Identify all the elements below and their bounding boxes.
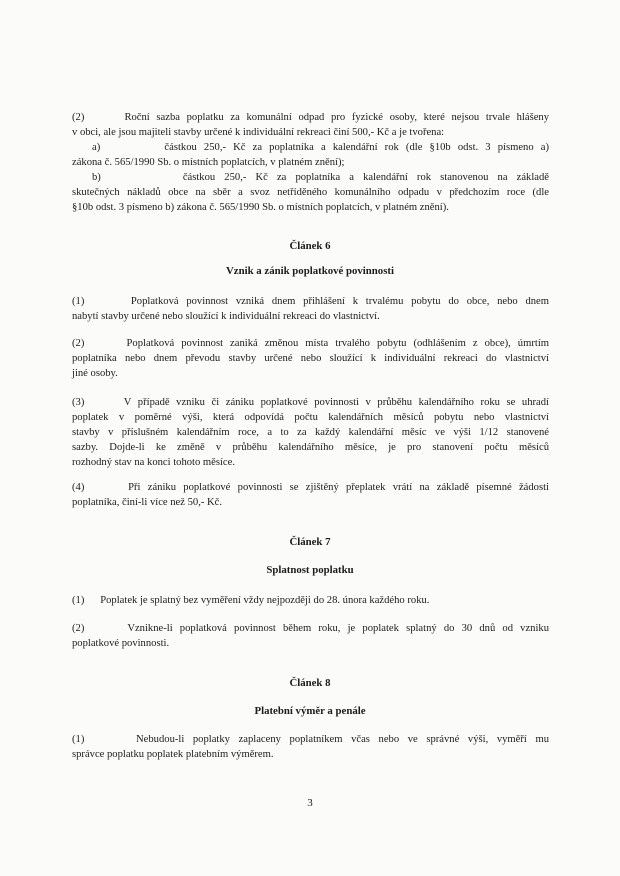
article-8-number: Článek 8 — [289, 677, 331, 689]
text-line: skutečných nákladů obce na sběr a svoz netříděného komunálního odpadu v předchozím roce (dle — [72, 187, 549, 198]
text-line: správce poplatku poplatek platebním výměrem. — [72, 749, 274, 760]
text-line: (2) Vznikne-li poplatková povinnost během roku, je poplatek splatný do 30 dnů od vzniku — [72, 623, 549, 634]
article-6-paragraph-3 — [72, 395, 549, 470]
article-8-title: Platební výměr a penále — [254, 705, 366, 717]
article-7-paragraph-1 — [72, 593, 549, 608]
text-line: poplatek v poměrné výši, která odpovídá počtu kalendářních měsíců pobytu nebo vlastnictví — [72, 412, 549, 423]
text-line: poplatníka, činí-li více než 50,- Kč. — [72, 497, 223, 508]
text-line: b) částkou 250,- Kč za poplatníka a kalendářní rok stanovenou na základě — [92, 172, 549, 183]
text-line: (1) Poplatek je splatný bez vyměření vždy nejpozději do 28. února každého roku. — [72, 595, 430, 606]
article-6-paragraph-2 — [72, 336, 549, 381]
text-line: §10b odst. 3 písmeno b) zákona č. 565/1990 Sb. o místních poplatcích, v platném znění). — [72, 202, 449, 213]
article-7-number: Článek 7 — [289, 536, 331, 548]
article-6-number: Článek 6 — [289, 240, 331, 252]
text-line: v obci, ale jsou majiteli stavby určené k individuální rekreaci činí 500,- Kč a je tvořena: — [72, 127, 445, 138]
text-line: (4) Při zániku poplatkové povinnosti se zjištěný přeplatek vrátí na základě písemné žádosti — [72, 482, 549, 493]
article-6-title: Vznik a zánik poplatkové povinnosti — [226, 265, 394, 277]
text-line: sazby. Dojde-li ke změně v průběhu kalendářního měsíce, je pro stanovení počtu měsíců — [72, 442, 549, 453]
article-7-paragraph-2 — [72, 621, 549, 651]
text-line: rozhodný stav na konci tohoto měsíce. — [72, 457, 235, 468]
text-line: nabytí stavby určené nebo sloužící k individuální rekreaci do vlastnictví. — [72, 311, 380, 322]
text-line: poplatníka nebo dnem převodu stavby určené nebo sloužící k individuální rekreaci do vlastnictví — [72, 353, 549, 364]
page-number: 3 — [307, 797, 313, 809]
text-line: (2) Roční sazba poplatku za komunální odpad pro fyzické osoby, které nejsou trvale hlášeny — [72, 112, 549, 123]
text-line: (1) Poplatková povinnost vzniká dnem přihlášení k trvalému pobytu do obce, nebo dnem — [72, 296, 549, 307]
text-line: poplatkové povinnosti. — [72, 638, 170, 649]
article-8-paragraph-1 — [72, 732, 549, 762]
article-7-title: Splatnost poplatku — [266, 564, 354, 576]
text-line: (1) Nebudou-li poplatky zaplaceny poplatníkem včas nebo ve správné výši, vyměří mu — [72, 734, 549, 745]
text-line: a) částkou 250,- Kč za poplatníka a kalendářní rok (dle §10b odst. 3 písmeno a) — [92, 142, 549, 153]
paragraph-rate-recreation — [72, 110, 549, 215]
text-line: (2) Poplatková povinnost zaniká změnou místa trvalého pobytu (odhlášením z obce), úmrtím — [72, 338, 549, 349]
article-6-paragraph-4 — [72, 480, 549, 510]
text-line: stavby v příslušném kalendářním roce, a to za každý kalendářní měsíc ve výši 1/12 stanovené — [72, 427, 549, 438]
text-line: (3) V případě vzniku či zániku poplatkové povinnosti v průběhu kalendářního roku se uhradí — [72, 397, 549, 408]
text-line: jiné osoby. — [72, 368, 118, 379]
article-6-paragraph-1 — [72, 294, 549, 324]
text-line: zákona č. 565/1990 Sb. o místních poplatcích, v platném znění); — [72, 157, 345, 168]
